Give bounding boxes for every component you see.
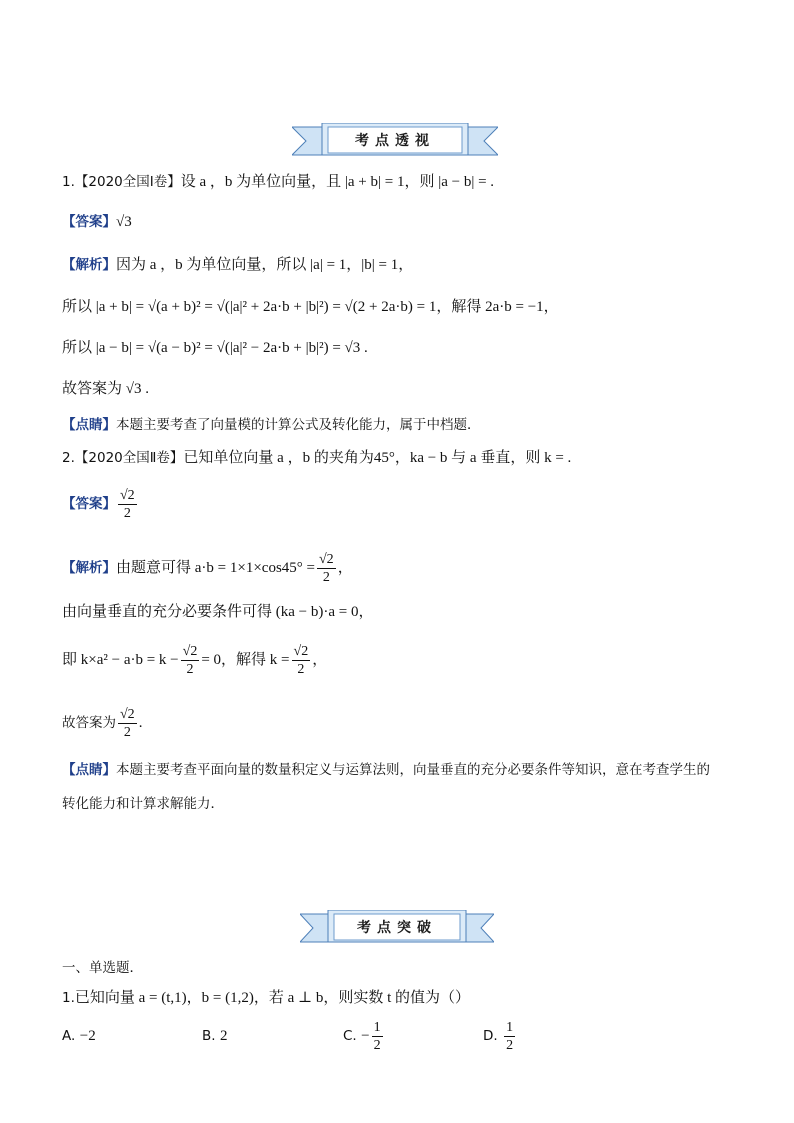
option-d-label: D.: [483, 1028, 498, 1044]
q1-answer: √3: [116, 214, 132, 230]
option-a-value: −2: [79, 1028, 96, 1044]
option-c-numerator: 1: [373, 1019, 381, 1035]
q2-conclusion-line: [62, 703, 142, 743]
q2-answer-numerator: √2: [120, 487, 135, 503]
section-heading: [62, 958, 143, 978]
q2-conclusion-fraction: [118, 706, 137, 741]
q2-answer-denominator: 2: [123, 505, 131, 521]
option-a[interactable]: [62, 1016, 96, 1056]
q1-answer-tag: 【答案】: [62, 214, 116, 230]
section-heading-text: 一、单选题．: [62, 960, 143, 976]
q1-stem-line: [62, 172, 494, 192]
q2-analysis-line-1: [62, 548, 353, 588]
q2-analysis-3c: ，: [312, 652, 328, 668]
option-a-label: A.: [62, 1028, 76, 1044]
q1-comment-line: [62, 415, 481, 435]
q1-analysis-line-1: [62, 255, 413, 275]
q1-conclusion: 故答案为 √3 .: [62, 381, 149, 397]
q2-analysis-3b: = 0，解得 k =: [201, 652, 290, 668]
option-d[interactable]: [483, 1016, 517, 1056]
q2-source: 【2020全国Ⅱ卷】: [74, 450, 184, 466]
q2-answer-fraction: [118, 487, 137, 522]
option-d-numerator: 1: [506, 1019, 514, 1035]
q2-stem-line: [62, 448, 571, 468]
option-c-sign: −: [361, 1028, 370, 1044]
q2-analysis-tag: 【解析】: [62, 560, 116, 576]
option-c-fraction: [372, 1019, 383, 1054]
q2-conclusion-b: .: [138, 715, 143, 731]
section-q1-number: 1.: [62, 990, 75, 1006]
q2-analysis-3a: 即 k×a² − a·b = k −: [62, 652, 179, 668]
q2-answer-line: [62, 484, 139, 524]
section-banner-1: [292, 123, 498, 159]
q2-3b-denominator: 2: [297, 661, 305, 677]
banner-title-1: 考点透视: [355, 133, 435, 149]
q1-source: 【2020全国Ⅰ卷】: [74, 174, 181, 190]
q1-analysis-3: 所以 |a − b| = √(a − b)² = √(|a|² − 2a·b + |b|²) = √3 .: [62, 340, 368, 356]
q2-number: 2.: [62, 450, 75, 466]
q2-3b-numerator: √2: [293, 643, 309, 659]
q2-comment-1: 本题主要考查平面向量的数量积定义与运算法则，向量垂直的充分必要条件等知识，意在考查学生的: [116, 762, 710, 778]
q1-analysis-line-2: [62, 297, 559, 317]
q2-answer-tag: 【答案】: [62, 496, 116, 512]
q2-fraction-numerator: √2: [319, 551, 334, 567]
banner-title-2: 考点突破: [357, 920, 437, 936]
q2-fraction-denominator: 2: [322, 569, 330, 585]
q2-comment-line-2: [62, 794, 224, 814]
q1-answer-line: [62, 212, 132, 232]
q1-comment-tag: 【点睛】: [62, 417, 116, 433]
q1-analysis-line-3: [62, 338, 368, 358]
q2-3a-denominator: 2: [186, 661, 194, 677]
q2-conclusion-denominator: 2: [123, 724, 131, 740]
q2-analysis-line-2: [62, 602, 373, 622]
q2-analysis-2: 由向量垂直的充分必要条件可得 (ka − b)·a = 0，: [62, 604, 374, 620]
section-q1-stem-line: [62, 988, 470, 1008]
option-c-denominator: 2: [373, 1037, 381, 1053]
q1-number: 1.: [62, 174, 75, 190]
q2-comment-2: 转化能力和计算求解能力．: [62, 796, 224, 812]
q2-analysis-1: 由题意可得 a·b = 1×1×cos45° =: [116, 560, 315, 576]
option-b-label: B.: [202, 1028, 216, 1044]
option-d-denominator: 2: [506, 1037, 514, 1053]
section-q1-stem: 已知向量 a = (t,1)，b = (1,2)，若 a ⊥ b，则实数 t 的值为（）: [74, 990, 471, 1006]
q1-analysis-1: 因为 a ，b 为单位向量，所以 |a| = 1，|b| = 1，: [116, 257, 414, 273]
section-q1-options: [62, 1016, 742, 1056]
q2-conclusion-numerator: √2: [120, 706, 135, 722]
q1-conclusion-line: [62, 379, 149, 399]
option-c-label: C.: [343, 1028, 357, 1044]
q2-comma: ，: [337, 560, 353, 576]
q2-comment-tag: 【点睛】: [62, 762, 116, 778]
option-b-value: 2: [220, 1028, 228, 1044]
q2-3a-numerator: √2: [182, 643, 198, 659]
q2-analysis-3-fraction-b: [292, 643, 311, 678]
q1-analysis-tag: 【解析】: [62, 257, 116, 273]
q1-stem: 设 a ，b 为单位向量，且 |a + b| = 1，则 |a − b| = .: [180, 174, 495, 190]
q2-comment-line-1: [62, 760, 710, 780]
q2-analysis-line-3: [62, 640, 327, 680]
q1-comment: 本题主要考查了向量模的计算公式及转化能力，属于中档题．: [116, 417, 481, 433]
q2-stem: 已知单位向量 a ，b 的夹角为45°，ka − b 与 a 垂直，则 k = .: [183, 450, 572, 466]
section-banner-2: [300, 910, 494, 946]
q1-analysis-2: 所以 |a + b| = √(a + b)² = √(|a|² + 2a·b + |b|²) = √(2 + 2a·b) = 1，解得 2a·b = −1，: [62, 299, 559, 315]
option-d-fraction: [504, 1019, 515, 1054]
option-b[interactable]: [202, 1016, 228, 1056]
q2-conclusion-a: 故答案为: [62, 715, 116, 731]
option-c[interactable]: [343, 1016, 385, 1056]
q2-analysis-fraction: [317, 551, 336, 586]
q2-analysis-3-fraction-a: [181, 643, 200, 678]
